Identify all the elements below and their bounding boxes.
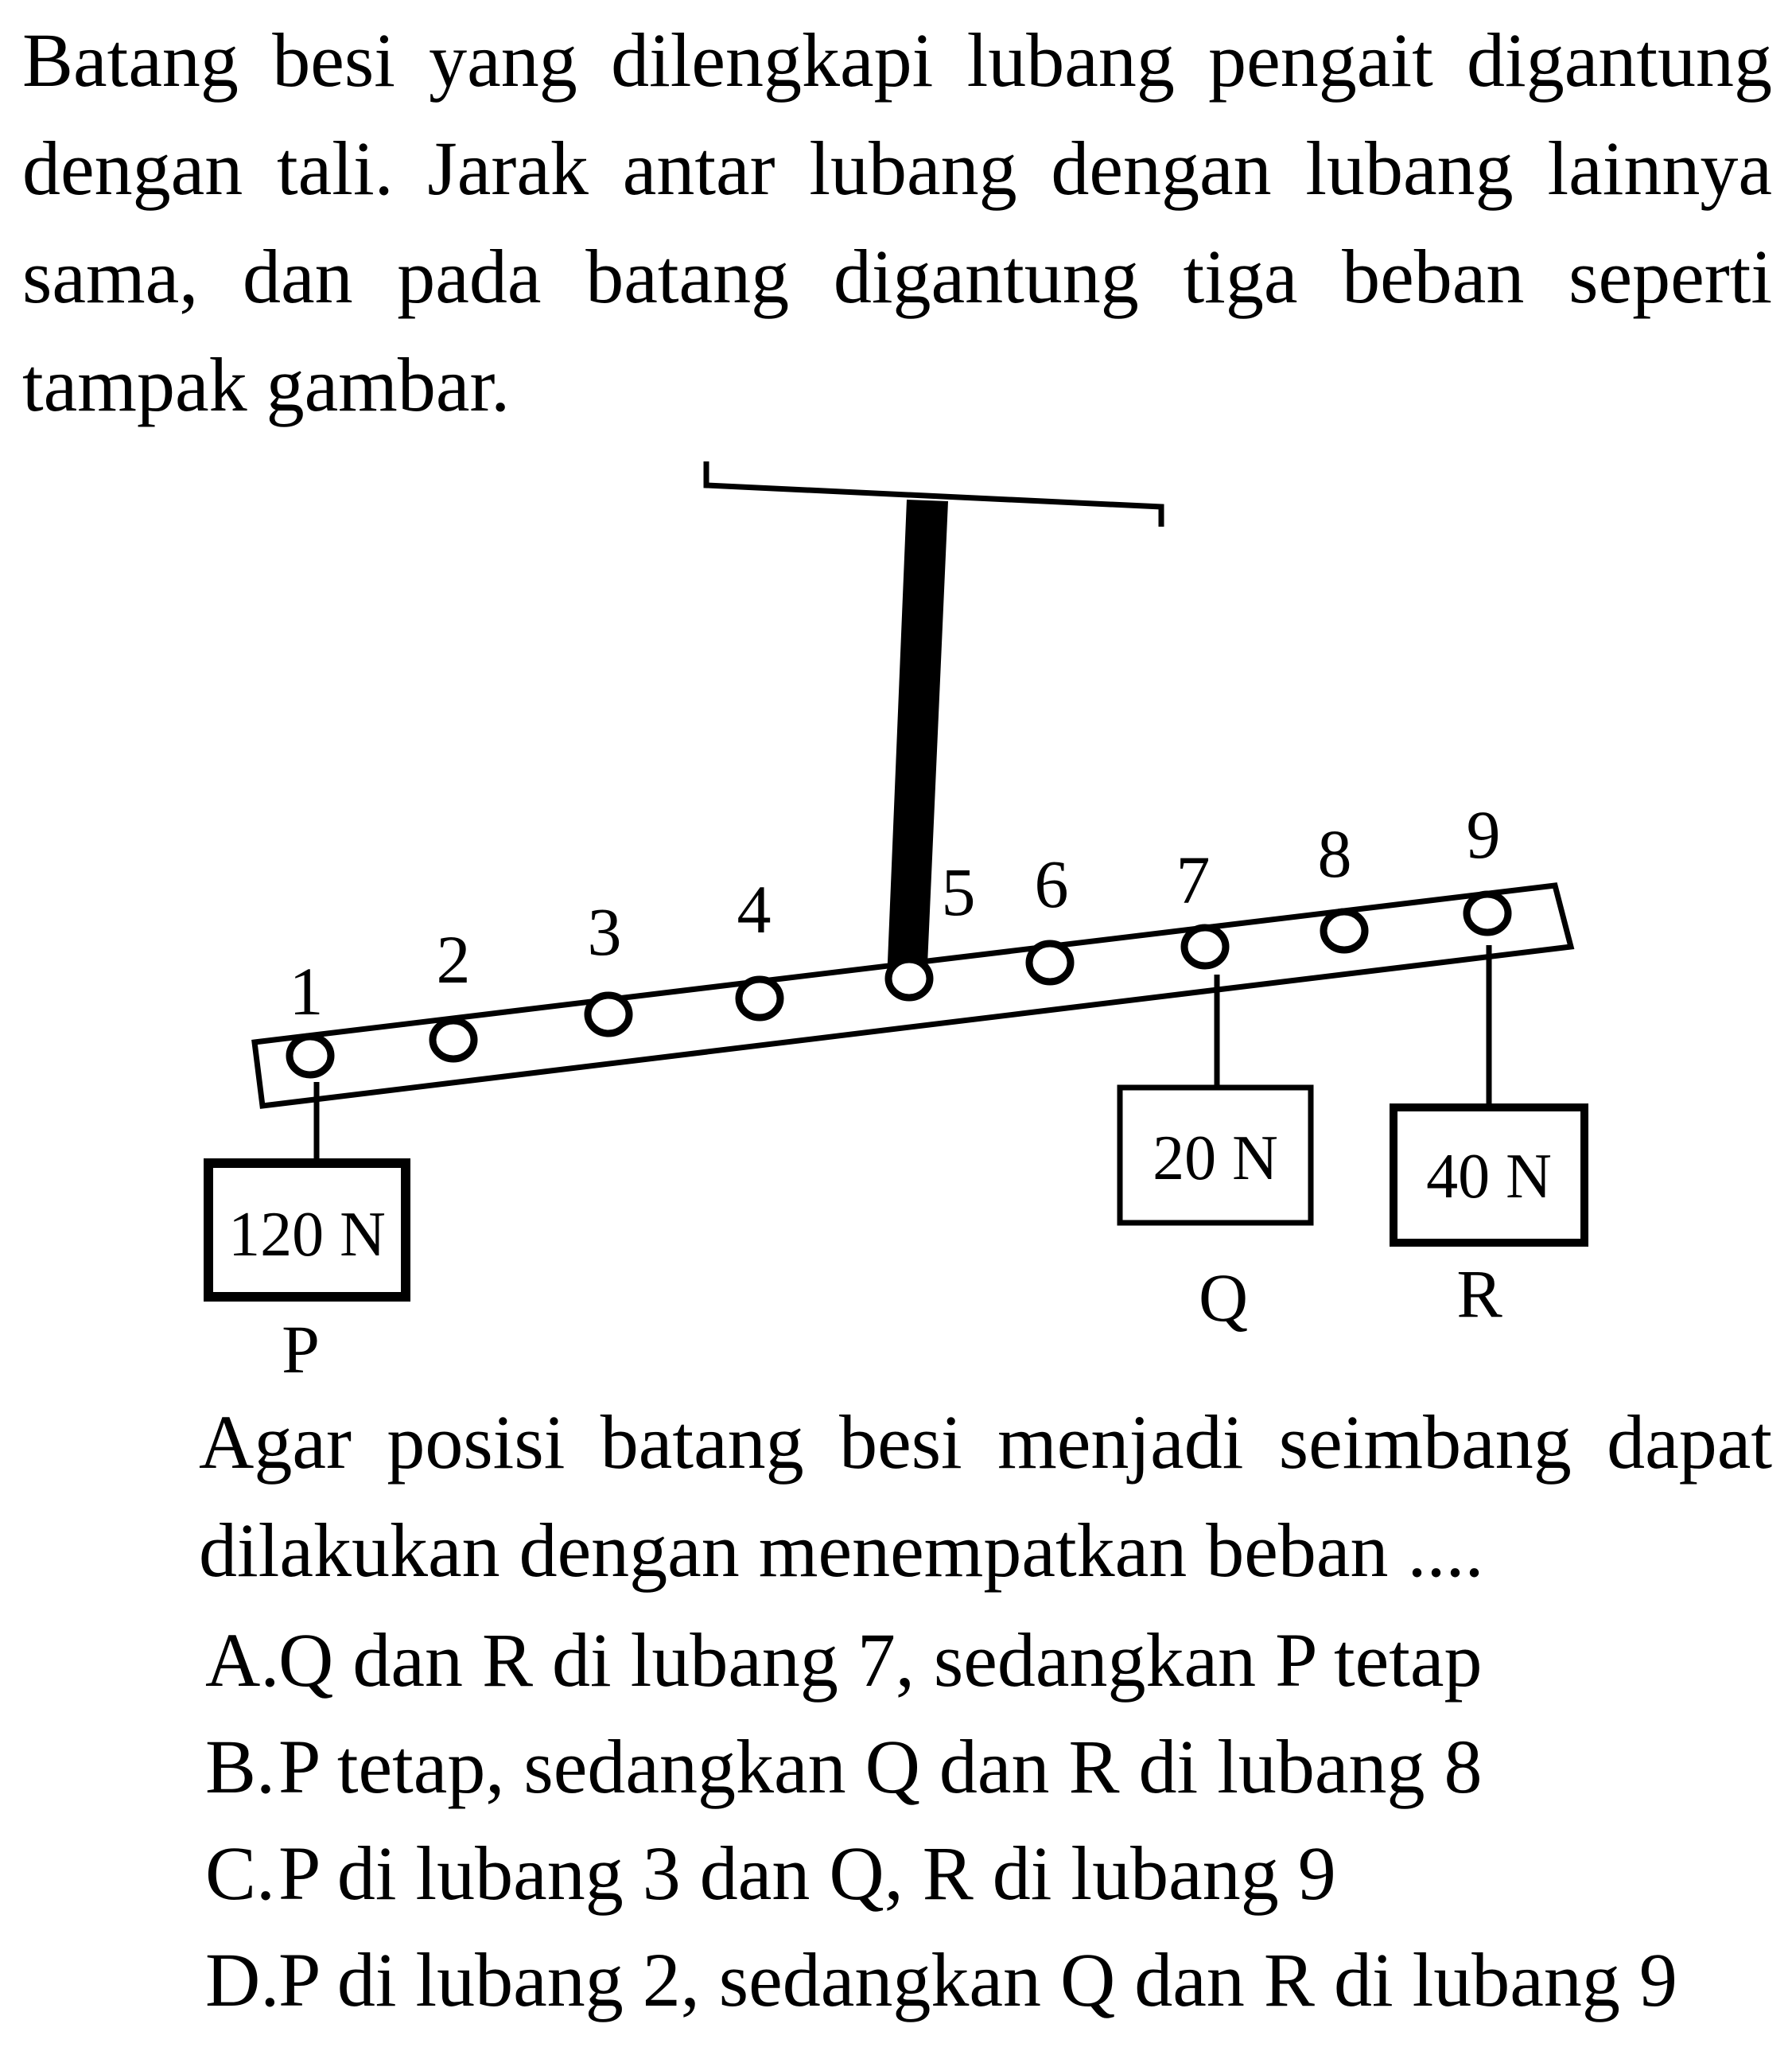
option-letter: D. (205, 1937, 280, 2022)
answer-options (205, 1607, 1780, 2033)
option-letter: C. (205, 1831, 276, 1916)
hole-label-8: 8 (1317, 815, 1352, 892)
option-c[interactable] (205, 1820, 1780, 1927)
hole-4 (739, 979, 780, 1018)
option-letter: B. (205, 1724, 276, 1809)
prompt-text: Agar posisi batang besi menjadi seimbang dapat dilakukan dengan menempatkan beban .... (199, 1399, 1772, 1593)
hole-5 (888, 959, 930, 998)
hole-label-1: 1 (289, 953, 324, 1029)
weight-load-q: 20 N (1153, 1123, 1278, 1193)
hole-3 (588, 995, 629, 1033)
option-b[interactable] (205, 1714, 1780, 1820)
weight-letter-q: Q (1198, 1259, 1249, 1336)
hole-label-2: 2 (436, 921, 471, 998)
hole-6 (1029, 944, 1071, 982)
option-text: Q dan R di lubang 7, sedangkan P tetap (278, 1617, 1483, 1703)
hole-label-5: 5 (941, 854, 976, 930)
hole-label-7: 7 (1176, 842, 1211, 918)
hole-7 (1184, 928, 1226, 966)
option-text: P di lubang 2, sedangkan Q dan R di lubang 9 (278, 1937, 1677, 2022)
hole-label-4: 4 (737, 871, 772, 948)
weight-load-r: 40 N (1426, 1142, 1552, 1212)
hole-2 (433, 1021, 474, 1059)
hole-label-6: 6 (1034, 846, 1069, 922)
option-text: P di lubang 3 dan Q, R di lubang 9 (278, 1831, 1336, 1916)
option-d[interactable] (205, 1927, 1780, 2033)
option-a[interactable] (205, 1607, 1780, 1714)
hole-1 (290, 1037, 331, 1075)
option-letter: A. (205, 1617, 280, 1703)
hole-label-9: 9 (1466, 796, 1501, 873)
weight-letter-p: P (282, 1311, 320, 1387)
question-text: Batang besi yang dilengkapi lubang pengait digantung dengan tali. Jarak antar lubang dengan lubang lainnya sama, dan pada batang digantung tiga beban seperti tampak gambar. (22, 18, 1772, 427)
hole-8 (1324, 912, 1365, 950)
hole-9 (1467, 894, 1508, 932)
hanging-rope (887, 500, 948, 983)
weight-p-group (208, 1082, 406, 1387)
option-text: P tetap, sedangkan Q dan R di lubang 8 (278, 1724, 1483, 1809)
weight-q-group (1120, 975, 1311, 1336)
weight-load-p: 120 N (228, 1200, 386, 1270)
weight-letter-r: R (1456, 1255, 1502, 1332)
hole-label-3: 3 (587, 893, 622, 970)
weight-r-group (1394, 945, 1584, 1332)
